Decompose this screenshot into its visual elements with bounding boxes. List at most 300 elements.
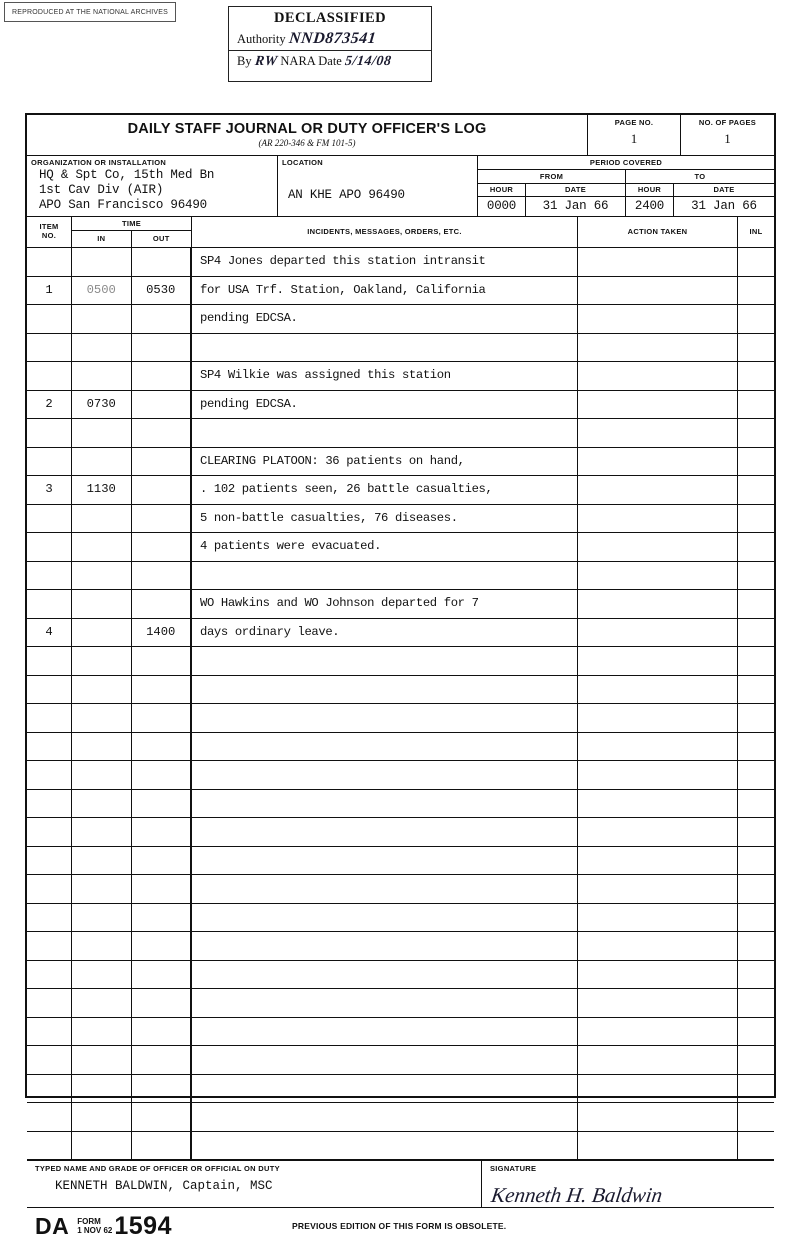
- cell-inl: [738, 1132, 774, 1160]
- cell-time-out: [132, 733, 192, 761]
- table-row: [27, 932, 774, 961]
- cell-incidents: [192, 676, 578, 704]
- cell-time: [72, 362, 192, 390]
- to-date-value: 31 Jan 66: [691, 199, 757, 213]
- cell-time-in: [72, 733, 132, 761]
- cell-time: [72, 590, 192, 618]
- cell-time-in: [72, 419, 132, 447]
- cell-time-in: [72, 704, 132, 732]
- column-item-no-label-1: ITEM: [39, 222, 59, 231]
- cell-item-no: [27, 875, 72, 903]
- cell-action-taken: [578, 847, 738, 875]
- cell-time: [72, 1103, 192, 1131]
- cell-time-in: [72, 818, 132, 846]
- cell-item-no: [27, 1046, 72, 1074]
- date-value: 5/14/08: [344, 54, 393, 69]
- column-action-taken: [578, 217, 738, 247]
- cell-time-in: [72, 248, 132, 276]
- cell-action-taken: [578, 989, 738, 1017]
- cell-time: [72, 1075, 192, 1103]
- incident-line: CLEARING PLATOON: 36 patients on hand,: [200, 453, 465, 468]
- incident-line: pending EDCSA.: [200, 396, 298, 411]
- cell-item-no: [27, 1132, 72, 1160]
- cell-time-in: [72, 619, 132, 647]
- cell-time-in: [72, 761, 132, 789]
- cell-time: [72, 1046, 192, 1074]
- incident-line: . 102 patients seen, 26 battle casualties,: [200, 482, 493, 496]
- cell-inl: [738, 419, 774, 447]
- cell-time-out: [132, 647, 192, 675]
- table-row: [27, 875, 774, 904]
- cell-inl: [738, 277, 774, 305]
- cell-inl: [738, 847, 774, 875]
- cell-inl: [738, 505, 774, 533]
- incident-line: SP4 Wilkie was assigned this station: [200, 368, 451, 382]
- table-row: [27, 847, 774, 876]
- cell-time-out: [132, 505, 192, 533]
- cell-action-taken: [578, 476, 738, 504]
- cell-time: [72, 1132, 192, 1160]
- cell-time: [72, 847, 192, 875]
- cell-incidents: [192, 1046, 578, 1074]
- cell-time: [72, 391, 192, 419]
- cell-time: [72, 704, 192, 732]
- cell-time-out: [132, 932, 192, 960]
- cell-time-in: [72, 476, 132, 504]
- cell-action-taken: [578, 448, 738, 476]
- cell-inl: [738, 989, 774, 1017]
- cell-time: [72, 904, 192, 932]
- cell-time-in: [72, 989, 132, 1017]
- period-hour-date-labels: [478, 184, 774, 197]
- log-entry-grid: [27, 248, 774, 1160]
- column-inl-label: INL: [749, 227, 763, 236]
- form-title: DAILY STAFF JOURNAL OR DUTY OFFICER'S LOG: [127, 121, 487, 137]
- cell-time-out: [132, 904, 192, 932]
- cell-inl: [738, 362, 774, 390]
- table-row: [27, 704, 774, 733]
- cell-time: [72, 305, 192, 333]
- incident-line: days ordinary leave.: [200, 624, 340, 639]
- cell-time-out: [132, 847, 192, 875]
- item-no-value: 2: [45, 396, 53, 411]
- column-time-label: TIME: [72, 217, 191, 231]
- cell-inl: [738, 904, 774, 932]
- cell-incidents: [192, 305, 578, 333]
- cell-incidents: [192, 590, 578, 618]
- cell-time: [72, 647, 192, 675]
- cell-inl: [738, 562, 774, 590]
- cell-item-no: [27, 533, 72, 561]
- cell-action-taken: [578, 932, 738, 960]
- cell-inl: [738, 391, 774, 419]
- table-row: [27, 818, 774, 847]
- table-row: [27, 476, 774, 505]
- cell-item-no: [27, 676, 72, 704]
- authority-value: NND873541: [287, 30, 377, 47]
- cell-time-out: [132, 790, 192, 818]
- cell-time-in: [72, 305, 132, 333]
- column-time-out-label: OUT: [152, 234, 170, 243]
- da-form-1594: [25, 113, 776, 1240]
- table-row: [27, 448, 774, 477]
- cell-inl: [738, 590, 774, 618]
- table-row: [27, 562, 774, 591]
- cell-item-no: [27, 277, 72, 305]
- cell-action-taken: [578, 790, 738, 818]
- cell-inl: [738, 476, 774, 504]
- table-row: [27, 362, 774, 391]
- declassification-stamp: [228, 6, 432, 82]
- cell-item-no: [27, 904, 72, 932]
- cell-action-taken: [578, 419, 738, 447]
- cell-time: [72, 277, 192, 305]
- authority-label: Authority: [237, 32, 286, 46]
- cell-item-no: [27, 248, 72, 276]
- cell-incidents: [192, 419, 578, 447]
- table-column-headers: [27, 217, 774, 248]
- cell-inl: [738, 733, 774, 761]
- organization-cell: [27, 156, 278, 216]
- da-label: DA: [35, 1212, 70, 1239]
- table-row: [27, 277, 774, 306]
- cell-incidents: [192, 1018, 578, 1046]
- cell-time-in: [72, 334, 132, 362]
- cell-action-taken: [578, 590, 738, 618]
- cell-item-no: [27, 1103, 72, 1131]
- time-in-value: 0730: [86, 396, 116, 411]
- no-of-pages-label: NO. OF PAGES: [698, 118, 757, 127]
- table-row: [27, 419, 774, 448]
- incident-line: 5 non-battle casualties, 76 diseases.: [200, 510, 458, 525]
- cell-item-no: [27, 448, 72, 476]
- column-action-taken-label: ACTION TAKEN: [627, 227, 688, 236]
- da-form-band: [27, 1207, 774, 1244]
- cell-time-out: [132, 619, 192, 647]
- cell-time: [72, 818, 192, 846]
- cell-item-no: [27, 932, 72, 960]
- cell-inl: [738, 932, 774, 960]
- table-row: [27, 790, 774, 819]
- cell-action-taken: [578, 818, 738, 846]
- to-date-label: DATE: [713, 185, 735, 194]
- incident-line: SP4 Jones departed this station intransit: [200, 254, 486, 268]
- cell-time-in: [72, 875, 132, 903]
- cell-incidents: [192, 932, 578, 960]
- cell-item-no: [27, 647, 72, 675]
- incident-line: for USA Trf. Station, Oakland, California: [200, 282, 486, 297]
- cell-action-taken: [578, 676, 738, 704]
- from-date-label: DATE: [526, 184, 626, 196]
- cell-action-taken: [578, 647, 738, 675]
- cell-item-no: [27, 476, 72, 504]
- cell-incidents: [192, 989, 578, 1017]
- cell-inl: [738, 1075, 774, 1103]
- cell-time: [72, 448, 192, 476]
- table-row: [27, 676, 774, 705]
- cell-incidents: [192, 362, 578, 390]
- cell-time-out: [132, 277, 192, 305]
- cell-inl: [738, 248, 774, 276]
- cell-time: [72, 932, 192, 960]
- cell-item-no: [27, 562, 72, 590]
- cell-time-out: [132, 305, 192, 333]
- item-no-value: 1: [45, 282, 53, 297]
- cell-item-no: [27, 733, 72, 761]
- signature-cell: [482, 1161, 774, 1207]
- column-time-in-label: IN: [72, 231, 132, 247]
- cell-time-out: [132, 1018, 192, 1046]
- cell-time-out: [132, 1132, 192, 1160]
- column-incidents-label: INCIDENTS, MESSAGES, ORDERS, ETC.: [307, 227, 462, 236]
- cell-time-in: [72, 932, 132, 960]
- cell-time-in: [72, 362, 132, 390]
- cell-inl: [738, 1018, 774, 1046]
- cell-inl: [738, 305, 774, 333]
- cell-time-out: [132, 362, 192, 390]
- cell-inl: [738, 875, 774, 903]
- cell-time-in: [72, 961, 132, 989]
- cell-inl: [738, 448, 774, 476]
- location-label: LOCATION: [282, 158, 324, 167]
- cell-incidents: [192, 847, 578, 875]
- cell-incidents: [192, 761, 578, 789]
- cell-incidents: [192, 334, 578, 362]
- cell-time-in: [72, 1046, 132, 1074]
- cell-time-in: [72, 448, 132, 476]
- da-form-label: [69, 1217, 114, 1235]
- cell-time-in: [72, 847, 132, 875]
- cell-inl: [738, 334, 774, 362]
- nara-label: NARA: [280, 54, 316, 68]
- cell-incidents: [192, 790, 578, 818]
- cell-incidents: [192, 704, 578, 732]
- cell-time-out: [132, 704, 192, 732]
- cell-item-no: [27, 1018, 72, 1046]
- national-archives-stamp-text: REPRODUCED AT THE NATIONAL ARCHIVES: [12, 8, 168, 16]
- table-row: [27, 647, 774, 676]
- cell-time-in: [72, 277, 132, 305]
- time-out-value: 1400: [146, 624, 176, 639]
- cell-time-out: [132, 590, 192, 618]
- from-label: FROM: [478, 170, 626, 183]
- officer-name-cell: [27, 1161, 482, 1207]
- cell-time-in: [72, 391, 132, 419]
- form-title-band: [27, 115, 774, 156]
- cell-time-out: [132, 248, 192, 276]
- cell-inl: [738, 619, 774, 647]
- cell-time-in: [72, 533, 132, 561]
- cell-time-out: [132, 676, 192, 704]
- officer-name-label: TYPED NAME AND GRADE OF OFFICER OR OFFICIAL ON DUTY: [35, 1164, 280, 1173]
- by-value: RW: [253, 54, 279, 69]
- location-cell: [278, 156, 478, 216]
- table-row: [27, 904, 774, 933]
- cell-action-taken: [578, 761, 738, 789]
- item-no-value: 3: [45, 482, 53, 496]
- page-no-cell: [588, 115, 681, 155]
- obsolete-note: PREVIOUS EDITION OF THIS FORM IS OBSOLETE.: [292, 1221, 507, 1231]
- cell-time: [72, 562, 192, 590]
- period-covered-cell: [478, 156, 774, 216]
- to-hour-value: 2400: [626, 197, 674, 217]
- cell-item-no: [27, 362, 72, 390]
- cell-item-no: [27, 818, 72, 846]
- cell-item-no: [27, 619, 72, 647]
- cell-action-taken: [578, 961, 738, 989]
- declassification-divider: [229, 50, 431, 51]
- cell-time: [72, 619, 192, 647]
- cell-item-no: [27, 704, 72, 732]
- cell-incidents: [192, 248, 578, 276]
- period-covered-label: PERIOD COVERED: [478, 156, 774, 170]
- cell-incidents: [192, 1103, 578, 1131]
- cell-action-taken: [578, 334, 738, 362]
- cell-item-no: [27, 505, 72, 533]
- cell-item-no: [27, 1075, 72, 1103]
- table-row: [27, 590, 774, 619]
- organization-line-3: APO San Francisco 96490: [39, 198, 207, 212]
- cell-time-in: [72, 1018, 132, 1046]
- da-form-label-line-2: 1 NOV 62: [77, 1226, 113, 1235]
- org-location-period-band: [27, 156, 774, 217]
- cell-item-no: [27, 790, 72, 818]
- cell-time-in: [72, 647, 132, 675]
- cell-time: [72, 419, 192, 447]
- table-row: [27, 334, 774, 363]
- cell-incidents: [192, 1132, 578, 1160]
- declassification-authority-row: [237, 30, 431, 48]
- cell-time: [72, 505, 192, 533]
- date-label: Date: [318, 54, 342, 68]
- cell-time-out: [132, 448, 192, 476]
- cell-incidents: [192, 277, 578, 305]
- cell-action-taken: [578, 904, 738, 932]
- cell-time-in: [72, 1132, 132, 1160]
- column-time: [72, 217, 192, 247]
- table-row: [27, 961, 774, 990]
- item-no-value: 4: [45, 624, 53, 639]
- cell-item-no: [27, 334, 72, 362]
- cell-item-no: [27, 590, 72, 618]
- cell-time: [72, 676, 192, 704]
- cell-time-in: [72, 790, 132, 818]
- cell-item-no: [27, 761, 72, 789]
- cell-action-taken: [578, 533, 738, 561]
- no-of-pages-cell: [681, 115, 774, 155]
- column-time-sub: [72, 231, 191, 247]
- cell-time-out: [132, 875, 192, 903]
- cell-action-taken: [578, 1018, 738, 1046]
- cell-time-out: [132, 476, 192, 504]
- table-row: [27, 391, 774, 420]
- cell-time-out: [132, 1046, 192, 1074]
- period-values-row: [478, 197, 774, 217]
- cell-incidents: [192, 562, 578, 590]
- cell-action-taken: [578, 562, 738, 590]
- organization-line-1: HQ & Spt Co, 15th Med Bn: [39, 168, 215, 182]
- incident-line: pending EDCSA.: [200, 311, 298, 325]
- page-no-label: PAGE NO.: [614, 118, 654, 127]
- cell-incidents: [192, 448, 578, 476]
- table-row: [27, 1046, 774, 1075]
- cell-inl: [738, 676, 774, 704]
- cell-action-taken: [578, 1103, 738, 1131]
- cell-action-taken: [578, 505, 738, 533]
- table-row: [27, 533, 774, 562]
- cell-incidents: [192, 505, 578, 533]
- table-row: [27, 248, 774, 277]
- cell-action-taken: [578, 875, 738, 903]
- column-item-no-label-2: NO.: [41, 231, 57, 240]
- cell-time: [72, 533, 192, 561]
- form-title-cell: [27, 115, 588, 155]
- incident-line: 4 patients were evacuated.: [200, 539, 382, 553]
- cell-time: [72, 761, 192, 789]
- signature-label: SIGNATURE: [490, 1164, 537, 1173]
- column-incidents: [192, 217, 578, 247]
- to-hour-label: HOUR: [626, 184, 674, 196]
- table-row: [27, 505, 774, 534]
- time-in-value: 1130: [86, 482, 116, 496]
- incident-line: WO Hawkins and WO Johnson departed for 7: [200, 596, 479, 610]
- cell-time: [72, 334, 192, 362]
- declassification-by-row: [237, 54, 431, 70]
- table-row: [27, 1103, 774, 1132]
- cell-action-taken: [578, 1132, 738, 1160]
- by-label: By: [237, 54, 252, 68]
- cell-inl: [738, 761, 774, 789]
- table-row: [27, 305, 774, 334]
- cell-time-out: [132, 1075, 192, 1103]
- national-archives-stamp: [4, 2, 176, 22]
- organization-label: ORGANIZATION OR INSTALLATION: [31, 158, 167, 167]
- cell-action-taken: [578, 704, 738, 732]
- cell-item-no: [27, 847, 72, 875]
- cell-time-out: [132, 419, 192, 447]
- cell-time-in: [72, 590, 132, 618]
- table-row: [27, 761, 774, 790]
- cell-time: [72, 1018, 192, 1046]
- table-row: [27, 733, 774, 762]
- cell-incidents: [192, 391, 578, 419]
- from-date-value: 31 Jan 66: [526, 197, 626, 217]
- cell-action-taken: [578, 619, 738, 647]
- table-row: [27, 1018, 774, 1047]
- cell-time-out: [132, 391, 192, 419]
- cell-time-out: [132, 818, 192, 846]
- declassified-title: DECLASSIFIED: [274, 10, 386, 26]
- cell-incidents: [192, 619, 578, 647]
- cell-incidents: [192, 904, 578, 932]
- cell-action-taken: [578, 248, 738, 276]
- officer-name-value: KENNETH BALDWIN, Captain, MSC: [55, 1179, 273, 1193]
- cell-time-in: [72, 562, 132, 590]
- cell-time-out: [132, 761, 192, 789]
- cell-inl: [738, 533, 774, 561]
- column-inl: [738, 217, 774, 247]
- cell-incidents: [192, 961, 578, 989]
- table-row: [27, 619, 774, 648]
- cell-item-no: [27, 391, 72, 419]
- cell-incidents: [192, 818, 578, 846]
- cell-time: [72, 875, 192, 903]
- location-value: AN KHE APO 96490: [288, 188, 405, 202]
- da-form-number: 1594: [114, 1211, 172, 1240]
- cell-incidents: [192, 875, 578, 903]
- cell-time: [72, 248, 192, 276]
- cell-time-in: [72, 505, 132, 533]
